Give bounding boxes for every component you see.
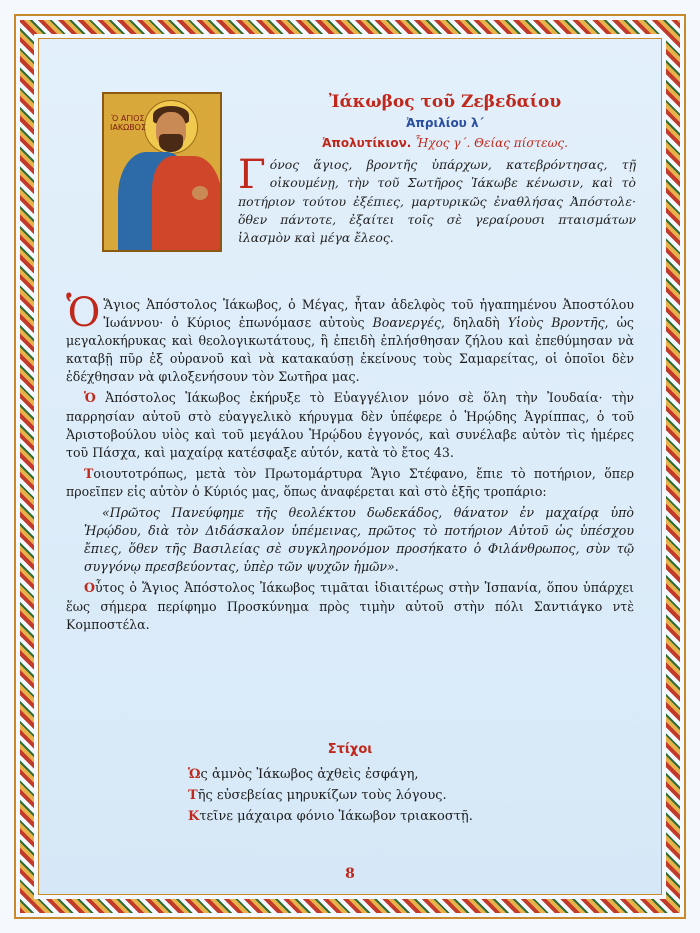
- verse-initial: Ὡ: [188, 767, 201, 782]
- page-number: 8: [345, 866, 355, 882]
- troparion-quote: «Πρῶτος Πανεύφημε τῆς θεολέκτου δωδεκάδος, θάνατον ἐν μαχαίρᾳ ὑπὸ Ἡρῴδου, διὰ τὸν Διδάσκαλον ὑπέμεινας, πρῶτος τὸ ποτήριον Αὐτοῦ ὡς ὑπέσχου ἔπιες, ὅθεν τῆς Βασιλείας σὲ συγκληρονόμον προσήκατο ὁ Φιλάνθρωπος, σὺν τῷ συγγόνῳ πρεσβεύοντας, ὑπὲρ τῶν ψυχῶν ἡμῶν».: [84, 505, 634, 575]
- verse-initial: Κ: [188, 809, 200, 824]
- apolytikion-label: Ἀπολυτίκιον.: [322, 136, 412, 150]
- paragraph-1-italic-a: Βοανεργές: [372, 315, 441, 331]
- stichoi-verses: [188, 764, 473, 827]
- paragraph-3: [66, 465, 634, 501]
- hymn-drop-cap: Γ: [238, 152, 266, 198]
- hymn-body: όνος ἅγιος, βροντῆς ὑπάρχων, κατεβρόντησας, τῇ οἰκουμένῃ, τὴν τοῦ Σωτῆρος Ἰάκωβε κένωσιν, καὶ τὸ ποτήριον τούτου ἐξέπιες, μαρτυρικῶς ἐναθλήσας Ἀπόστολε· ὅθεν πάντοτε, ἐξαίτει τοῖς σὲ γεραίρουσι πταισμάτων ἱλασμὸν καὶ μέγα ἔλεος.: [238, 157, 636, 246]
- paragraph-2: [66, 389, 634, 461]
- paragraph-4-text: ὗτος ὁ Ἅγιος Ἀπόστολος Ἰάκωβος τιμᾶται ἰδιαιτέρως στὴν Ἱσπανία, ὅπου ὑπάρχει ἕως σήμερα περίφημο Προσκύνημα πρὸς τιμὴν αὐτοῦ στὴν πόλι Σαντιάγκο ντὲ Κομποστέλα.: [66, 580, 634, 632]
- paragraph-1-text-b: , δηλαδὴ: [441, 315, 508, 331]
- page-content: [66, 70, 634, 890]
- paragraph-1-italic-b: Υἱοὺς Βροντῆς: [507, 315, 605, 331]
- paragraph-3-initial: Τ: [84, 465, 94, 481]
- feast-date: Ἀπριλίου λ΄: [406, 116, 484, 130]
- verse-text: ῆς εὐσεβείας μηρυκίζων τοὺς λόγους.: [197, 788, 447, 803]
- paragraph-1: [66, 290, 634, 386]
- apolytikion-mode: Ἦχος γ΄. Θείας πίστεως.: [415, 136, 568, 150]
- drop-cap: Ὁ: [66, 290, 101, 336]
- verse-text: τεῖνε μάχαιρα φόνιο Ἰάκωβον τριακοστῇ.: [199, 809, 473, 824]
- apolytikion-text: [238, 152, 636, 247]
- apolytikion-heading: [256, 136, 634, 150]
- paragraph-4-initial: Ο: [84, 580, 95, 596]
- icon-robe-red: [152, 156, 222, 252]
- verse-line: [188, 785, 473, 806]
- icon-inscription: Ὁ ΑΓΙΟΣ ΙΑΚΩΒΟΣ: [110, 114, 147, 132]
- icon-hand: [192, 186, 208, 200]
- page-title: Ἰάκωβος τοῦ Ζεβεδαίου: [328, 92, 562, 112]
- paragraph-3-text: οιουτοτρόπως, μετὰ τὸν Πρωτομάρτυρα Ἅγιο Στέφανο, ἔπιε τὸ ποτήριον, ὅπερ προεῖπεν εἰς αὐτὸν ὁ Κύριός μας, ὅπως ἀναφέρεται καὶ στὸ ἑξῆς τροπάριο:: [66, 465, 634, 499]
- verse-text: ς ἀμνὸς Ἰάκωβος ἀχθεὶς ἐσφάγη,: [200, 767, 419, 782]
- stichoi-title: Στίχοι: [327, 742, 373, 757]
- paragraph-4: [66, 579, 634, 633]
- verse-line: [188, 806, 473, 827]
- verse-line: [188, 764, 473, 785]
- icon-beard: [159, 134, 183, 152]
- paragraph-1-text-a: Ἅγιος Ἀπόστολος Ἰάκωβος, ὁ Μέγας, ἦταν ἀδελφὸς τοῦ ἠγαπημένου Ἀποστόλου Ἰωάννου· ὁ Κύριος ἐπωνόμασε αὐτοὺς: [103, 297, 634, 331]
- verse-initial: Τ: [188, 788, 198, 803]
- biography: [66, 290, 634, 637]
- paragraph-2-text: Ἀπόστολος Ἰάκωβος ἐκήρυξε τὸ Εὐαγγέλιον μόνο σὲ ὅλη τὴν Ἰουδαία· τὴν παρρησίαν αὐτοῦ στὸ εὐαγγελικὸ κήρυγμα δὲν ὑπέφερε ὁ Ἡρῴδης Ἀγρίππας, ὁ τοῦ Ἀριστοβούλου υἱὸς καὶ τοῦ μεγάλου Ἡρῴδου ἐγγονός, καὶ συνέλαβε αὐτὸν τὶς ἡμέρες τοῦ Πάσχα, καὶ μαχαίρᾳ κατέσφαξε αὐτόν, κατὰ τὸ ἔτος 43.: [66, 390, 634, 460]
- paragraph-1-text-c: , ὡς μεγαλοκήρυκας καὶ θεολογικωτάτους, ἢ ἐπειδὴ ἐπλήσθησαν ζήλου καὶ ἐπεθύμησαν νὰ καταβῇ πῦρ ἐξ οὐρανοῦ καὶ νὰ κατακαύσῃ ἐκείνους τοὺς Σαμαρείτας, οἱ ὁποῖοι δὲν ἐδέχθησαν νὰ φιλοξενήσουν τὸν Σωτῆρα μας.: [66, 315, 634, 385]
- paragraph-2-initial: Ὁ: [84, 390, 96, 406]
- saint-icon-image: [102, 92, 222, 252]
